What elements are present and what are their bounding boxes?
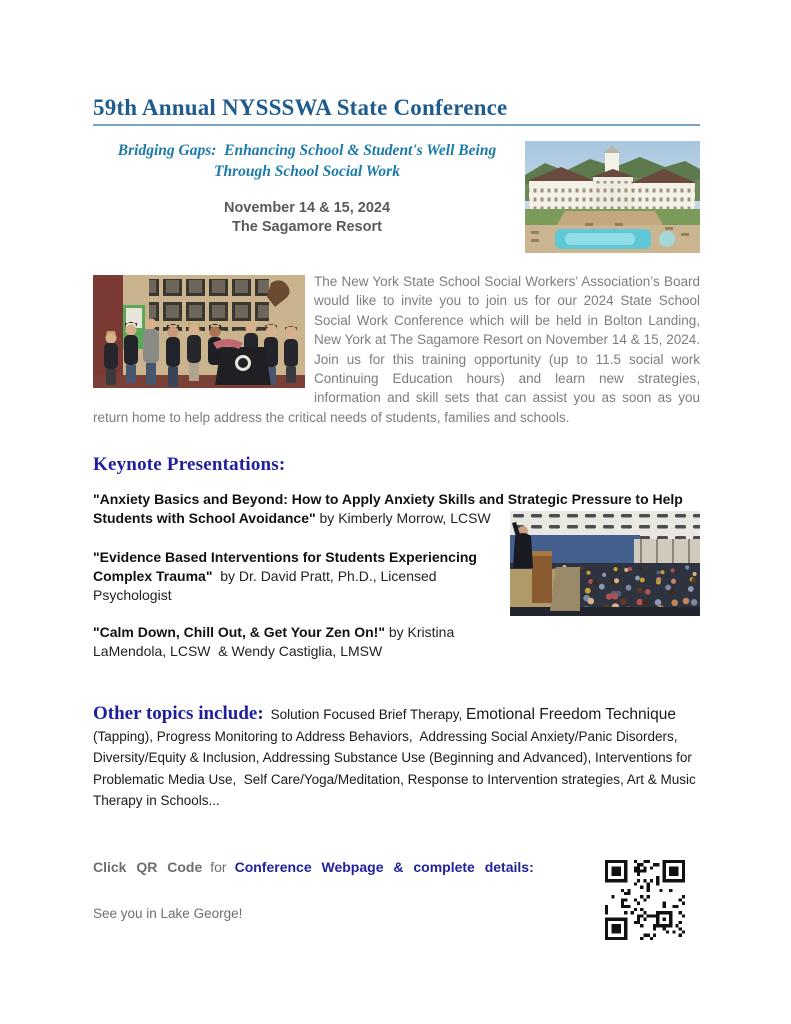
click-qr-code-label: Click QR Code — [93, 858, 203, 875]
topics-section — [93, 703, 700, 812]
conference-subtitle-line2: Through School Social Work — [214, 163, 400, 180]
topics-text: (Tapping), — [93, 728, 157, 744]
page-title: 59th Annual NYSSSWA State Conference — [93, 95, 700, 126]
keynote-title: "Calm Down, Chill Out, & Get Your Zen On!" — [93, 624, 385, 641]
topics-text: Solution Focused Brief Therapy, — [270, 707, 467, 723]
conference-venue: The Sagamore Resort — [232, 219, 382, 235]
qr-instruction-line — [93, 859, 593, 875]
qr-code-image[interactable] — [600, 855, 690, 945]
closing-line: See you in Lake George! — [93, 905, 243, 921]
keynotes-section — [93, 454, 700, 661]
board-group-photo — [93, 275, 305, 388]
conference-webpage-link[interactable]: Conference Webpage & complete details: — [234, 858, 534, 875]
keynote-byline: by Dr. David Pratt, Ph.D., Licensed Psychologist — [93, 568, 441, 604]
conference-subtitle-line1: Bridging Gaps: Enhancing School & Student's Well Being — [117, 142, 497, 159]
keynote-item-3 — [93, 623, 700, 661]
topics-heading: Other topics include: — [93, 703, 264, 725]
conference-date: November 14 & 15, 2024 — [223, 200, 391, 216]
topics-text: Emotional Freedom Technique — [466, 706, 681, 724]
keynote-audience-photo — [510, 511, 700, 616]
for-label: for — [210, 858, 227, 875]
intro-section — [93, 272, 700, 427]
keynote-byline: by Kristina LaMendola, LCSW & Wendy Castiglia, LMSW — [93, 624, 459, 660]
header-row — [93, 137, 700, 253]
keynote-byline: by Kimberly Morrow, LCSW — [315, 510, 491, 527]
topics-text: Progress Monitoring to Address Behaviors, Addressing Social Anxiety/Panic Disorders, Diversity/Equity & Inclusion, Addressing Substance Use (Beginning and Advanced), Interventions for Problematic Media Use, Self Care/Yoga/Meditation, Response to Intervention strategies, Art & Music Therapy in Schools... — [93, 728, 700, 809]
resort-photo — [525, 141, 700, 253]
intro-paragraph: The New York State School Social Workers’ Association’s Board would like to invite you to join us for our 2024 State School Social Work Conference which will be held in Bolton Landing, New York at The Sagamore Resort on November 14 & 15, 2024. Join us for this training opportunity (up to 11.5 social work Continuing Education hours) and learn new strategies, information and skill sets that can assist you as soon as you return home to help address the critical needs of students, families and schools. — [93, 274, 700, 425]
keynotes-heading: Keynote Presentations: — [93, 454, 286, 476]
keynote-item-1 — [93, 490, 700, 528]
keynote-title: "Evidence Based Interventions for Students Experiencing Complex Trauma" — [93, 549, 481, 585]
keynote-title: "Anxiety Basics and Beyond: How to Apply Anxiety Skills and Strategic Pressure to Help Students with School Avoidance" — [93, 491, 687, 527]
qr-section — [93, 859, 700, 950]
